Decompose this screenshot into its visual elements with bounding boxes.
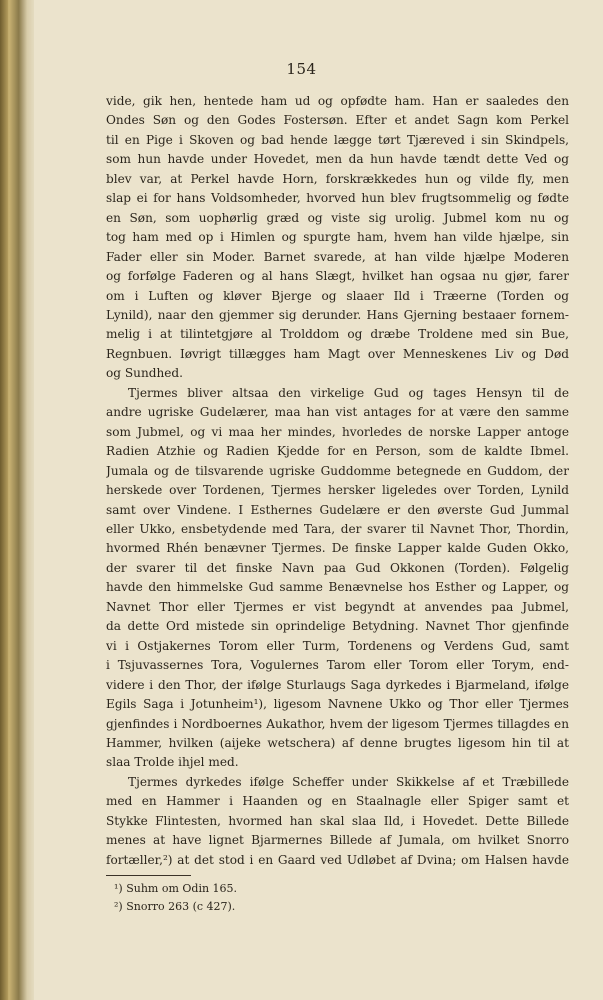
paragraph-end-line: slaa Trolde ihjel med. (106, 755, 239, 770)
text-line: og forfølge Faderen og al hans Slægt, hvilket han ogsaa nu gjør, farer (106, 269, 569, 284)
paragraph-end-line: og Sundhed. (106, 366, 184, 381)
text-line: som hun havde under Hovedet, men da hun havde tændt dette Ved og (106, 152, 569, 167)
footnote: ¹) Suhm om Odin 165. (114, 882, 238, 895)
text-line: der svarer til det finske Navn paa Gud Okkonen (Torden). Følgelig (106, 560, 569, 575)
text-line: slap ei for hans Voldsomheder, hvorved hun blev frugtsommelig og fødte (106, 191, 569, 206)
text-line: hvormed Rhén benævner Tjermes. De finske Lapper kalde Guden Okko, (106, 541, 569, 556)
text-line: Regnbuen. Iøvrigt tillægges ham Magt over Menneskenes Liv og Død (106, 346, 569, 361)
text-line: da dette Ord mistede sin oprindelige Betydning. Navnet Thor gjenfinde (106, 619, 569, 634)
text-line: eller Ukko, ensbetydende med Tara, der svarer til Navnet Thor, Thordin, (106, 521, 569, 536)
text-line: Egils Saga i Jotunheim¹), ligesom Navnene Ukko og Thor eller Tjermes (106, 697, 569, 712)
text-line: med en Hammer i Haanden og en Staalnagle eller Spiger samt et (106, 794, 569, 809)
text-line: om i Luften og kløver Bjerge og slaaer Ild i Træerne (Torden og (106, 288, 569, 303)
footnote: ²) Snorro 263 (c 427). (114, 900, 236, 913)
text-line: som Jubmel, og vi maa her mindes, hvorledes de norske Lapper antoge (106, 424, 569, 439)
book-binding (0, 0, 34, 1000)
text-line: Stykke Flintesten, hvormed han skal slaa Ild, i Hovedet. Dette Billede (106, 813, 569, 828)
binding-edge (0, 0, 8, 1000)
text-line: til en Pige i Skoven og bad hende lægge tørt Tjæreved i sin Skindpels, (106, 132, 569, 147)
text-line: Radien Atzhie og Radien Kjedde for en Person, som de kaldte Ibmel. (106, 444, 569, 459)
text-line: en Søn, som uophørlig græd og viste sig urolig. Jubmel kom nu og (106, 210, 569, 225)
text-line: gjenfindes i Nordboernes Aukathor, hvem der ligesom Tjermes tillagdes en (106, 716, 569, 731)
text-line: fortæller,²) at det stod i en Gaard ved Udløbet af Dvina; om Halsen havde (106, 852, 569, 867)
text-line: herskede over Tordenen, Tjermes hersker ligeledes over Torden, Lynild (106, 483, 569, 498)
text-line: melig i at tilintetgjøre al Trolddom og dræbe Troldene med sin Bue, (106, 327, 569, 342)
text-line: Lynild), naar den gjemmer sig derunder. Hans Gjerning bestaaer fornem- (106, 307, 569, 322)
text-line: Navnet Thor eller Tjermes er vist begyndt at anvendes paa Jubmel, (106, 599, 569, 614)
text-line: vide, gik hen, hentede ham ud og opfødte ham. Han er saaledes den (106, 94, 569, 108)
footnote-divider (106, 875, 191, 876)
text-line: videre i den Thor, der ifølge Sturlaugs Saga dyrkedes i Bjarmeland, ifølge (106, 677, 569, 692)
body-text (106, 92, 569, 870)
text-line: Tjermes dyrkedes ifølge Scheffer under Skikkelse af et Træbillede (128, 774, 569, 789)
text-line: Tjermes bliver altsaa den virkelige Gud og tages Hensyn til de (128, 385, 569, 400)
text-line: tog ham med op i Himlen og spurgte ham, hvem han vilde hjælpe, sin (106, 230, 569, 245)
text-line: samt over Vindene. I Esthernes Gudelære er den øverste Gud Jummal (106, 502, 569, 517)
page-number: 154 (286, 60, 317, 78)
text-line: menes at have lignet Bjarmernes Billede af Jumala, om hvilket Snorro (106, 833, 569, 848)
text-line: Jumala og de tilsvarende ugriske Guddomme betegnede en Guddom, der (106, 463, 569, 478)
text-line: blev var, at Perkel havde Horn, forskrækkedes hun og vilde fly, men (106, 171, 569, 186)
text-line: vi i Ostjakernes Torom eller Turm, Tordenens og Verdens Gud, samt (106, 638, 569, 653)
text-line: andre ugriske Gudelærer, maa han vist antages for at være den samme (106, 405, 569, 420)
text-line: Ondes Søn og den Godes Fostersøn. Efter et andet Sagn kom Perkel (106, 113, 569, 128)
text-line: havde den himmelske Gud samme Benævnelse hos Esther og Lapper, og (106, 580, 569, 595)
text-line: i Tsjuvassernes Tora, Vogulernes Tarom eller Torom eller Torym, end- (106, 658, 569, 673)
text-line: Fader eller sin Moder. Barnet svarede, at han vilde hjælpe Moderen (106, 249, 569, 264)
footnotes (114, 880, 514, 916)
text-line: Hammer, hvilken (aijeke wetschera) af denne brugtes ligesom hin til at (106, 735, 569, 750)
